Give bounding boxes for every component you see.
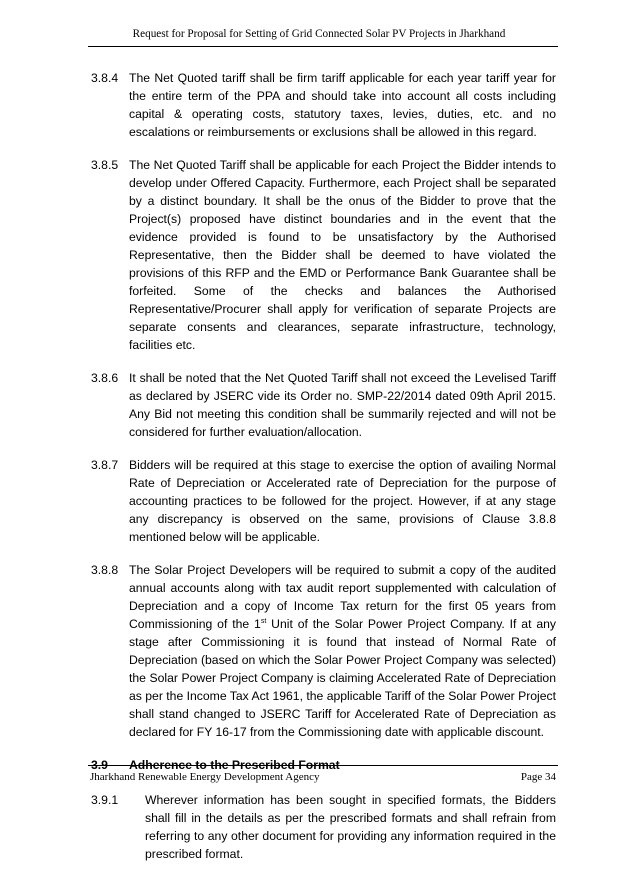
ordinal-superscript: st (260, 617, 267, 625)
clause-text-part: The Solar Project Developers will be required to submit a copy of the audited annual accounts along with tax audit report supplemented with calculation of Depreciation and a copy of Income Tax return for the first 05 years from Commissioning of the 1 (129, 563, 556, 631)
page-body (91, 69, 556, 878)
section-number: 3.9 (91, 758, 108, 772)
clause-text-part: Unit of the Solar Power Project Company. If at any stage after Commissioning it is found that instead of Normal Rate of Depreciation (based on which the Solar Power Project Company was selected) the Solar Power Project Company is claiming Accelerated Rate of Depreciation as per the Income Tax Act 1961, the applicable Tariff of the Solar Power Project shall stand changed to JSERC Tariff for Accelerated Rate of Depreciation as declared for FY 16-17 from the Commissioning date with applicable discount. (129, 617, 556, 739)
header-rule (88, 46, 558, 47)
clause-text: It shall be noted that the Net Quoted Tariff shall not exceed the Levelised Tariff as declared by JSERC vide its Order no. SMP-22/2014 dated 09th April 2015. Any Bid not meeting this condition shall be summarily rejected and will not be considered for further evaluation/allocation. (129, 371, 556, 439)
page-header: Request for Proposal for Setting of Grid Connected Solar PV Projects in Jharkhand (132, 28, 506, 40)
footer-agency: Jharkhand Renewable Energy Development Agency (90, 771, 320, 783)
page-number: Page 34 (520, 771, 556, 783)
clause-3-8-4 (91, 69, 556, 141)
clause-text: The Net Quoted Tariff shall be applicable for each Project the Bidder intends to develop under Offered Capacity. Furthermore, each Project shall be separated by a distinct boundary. It shall be the onus of the Bidder to prove that the Project(s) proposed have distinct boundaries and in the event that the evidence provided is found to be unsatisfactory by the Authorised Representative, then the Bidder shall be deemed to have violated the provisions of this RFP and the EMD or Performance Bank Guarantee shall be forfeited. Some of the checks and balances the Authorised Representative/Procurer shall apply for verification of separate Projects are separate consents and clearances, separate infrastructure, technology, facilities etc. (129, 158, 556, 352)
clause-3-8-7 (91, 456, 556, 546)
footer-rule (88, 765, 558, 766)
section-title: Adherence to the Prescribed Format (129, 758, 340, 772)
clause-number: 3.8.7 (91, 458, 119, 472)
clause-number: 3.8.6 (91, 371, 119, 385)
clause-text: Wherever information has been sought in specified formats, the Bidders shall fill in the details as per the prescribed formats and shall refrain from referring to any other document for providing any information required in the prescribed format. (145, 793, 556, 861)
clause-3-8-8 (91, 561, 556, 741)
clause-3-8-5 (91, 156, 556, 354)
clause-text: The Net Quoted tariff shall be firm tariff applicable for each year tariff year for the entire term of the PPA and should take into account all costs including capital & operating costs, statutory taxes, levies, duties, etc. and no escalations or reimbursements or exclusions shall be allowed in this regard. (129, 71, 556, 139)
clause-text: Bidders will be required at this stage to exercise the option of availing Normal Rate of Depreciation or Accelerated rate of Depreciation for the purpose of accounting practices to be followed for the project. However, if at any stage any discrepancy is observed on the same, provisions of Clause 3.8.8 mentioned below will be applicable. (129, 458, 556, 544)
clause-3-8-6 (91, 369, 556, 441)
clause-text (129, 561, 556, 741)
clause-3-9-1 (91, 791, 556, 863)
clause-number: 3.9.1 (91, 793, 119, 807)
clause-number: 3.8.5 (91, 158, 119, 172)
clause-number: 3.8.8 (91, 563, 119, 577)
clause-number: 3.8.4 (91, 71, 119, 85)
